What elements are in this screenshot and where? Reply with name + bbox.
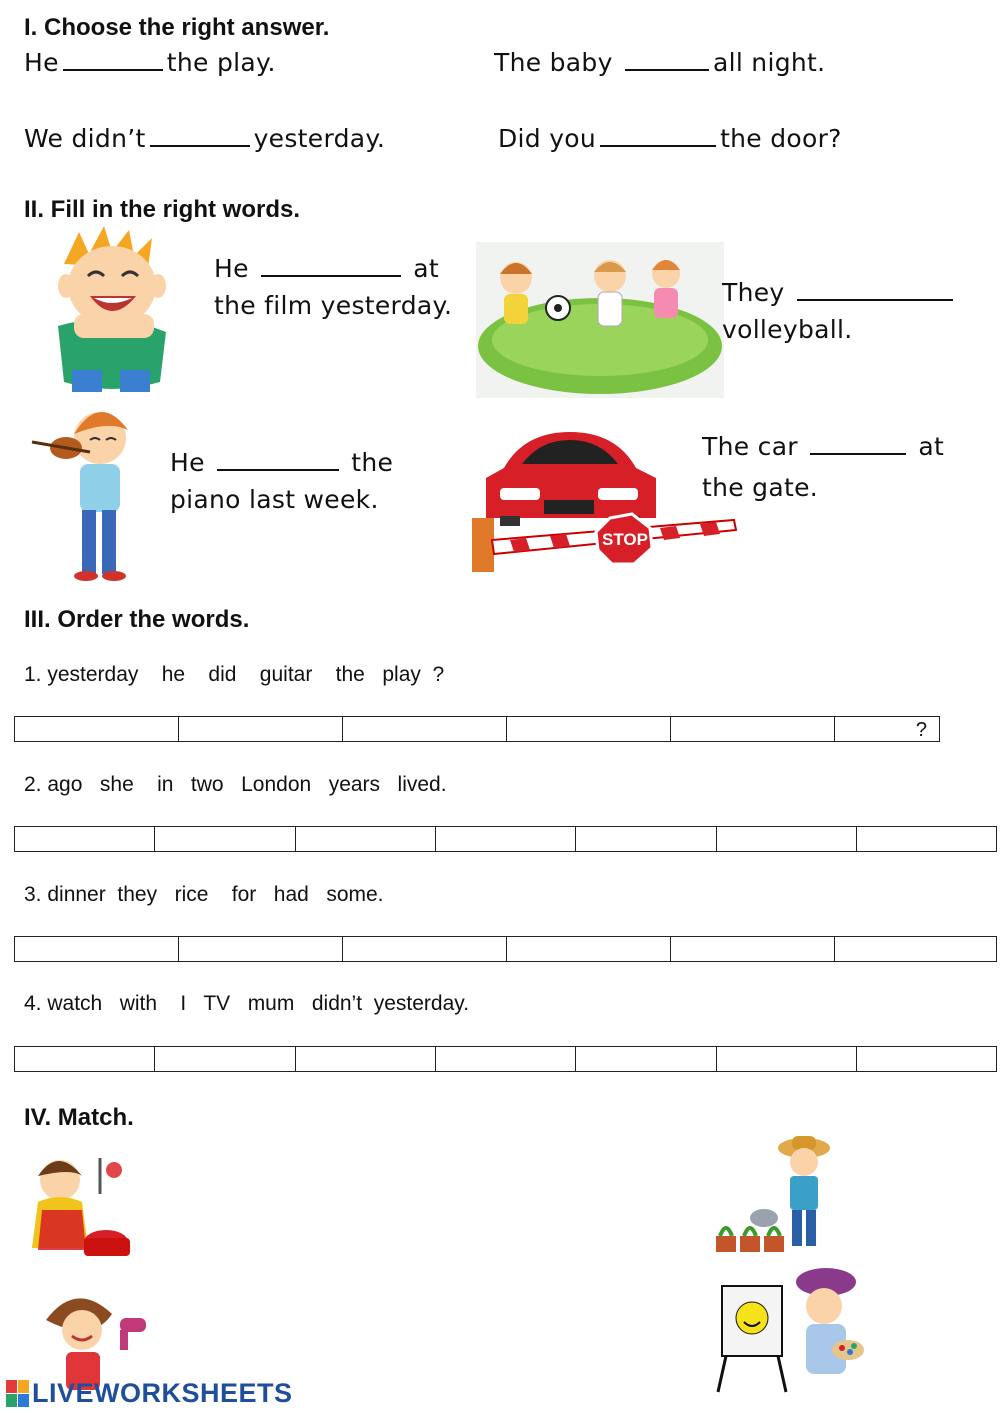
order-cell[interactable] (671, 717, 835, 741)
order-cell[interactable] (835, 717, 939, 741)
question-mark: ? (915, 719, 927, 741)
order-answer-row-1 (14, 716, 940, 742)
fill-blank-2[interactable] (797, 279, 953, 301)
choose-item-3: We didn’t yesterday. (24, 124, 386, 153)
order-cell[interactable] (671, 937, 835, 961)
order-answer-row-4 (14, 1046, 997, 1072)
answer-blank-1[interactable] (63, 49, 163, 71)
order-cell[interactable] (507, 717, 671, 741)
laughing-boy-image (24, 224, 200, 396)
order-cell[interactable] (296, 1047, 436, 1071)
order-cell[interactable] (15, 827, 155, 851)
section1-heading: I. Choose the right answer. (24, 14, 330, 41)
fill-item-3: He the piano last week. (170, 448, 394, 514)
order-cell[interactable] (15, 717, 179, 741)
fill-blank-4[interactable] (810, 433, 906, 455)
fill-item-2: They volleyball. (722, 278, 957, 344)
order-answer-row-3 (14, 936, 997, 962)
order-question-4: 4. watch with I TV mum didn’t yesterday. (24, 992, 470, 1015)
choose-item-2: The baby all night. (494, 48, 826, 77)
fill-blank-3[interactable] (217, 449, 339, 471)
order-cell[interactable] (343, 717, 507, 741)
order-cell[interactable] (436, 827, 576, 851)
order-cell[interactable] (343, 937, 507, 961)
car-at-stop-gate-image (470, 428, 740, 576)
order-cell[interactable] (436, 1047, 576, 1071)
liveworksheets-logo (6, 1378, 293, 1409)
order-cell[interactable] (179, 717, 343, 741)
order-cell[interactable] (507, 937, 671, 961)
order-cell[interactable] (717, 827, 857, 851)
order-cell[interactable] (576, 827, 717, 851)
fill-item-1: He at the film yesterday. (214, 254, 453, 320)
girl-cooking-image[interactable] (24, 1150, 134, 1262)
order-question-1: 1. yesterday he did guitar the play ? (24, 663, 445, 686)
order-cell[interactable] (15, 1047, 155, 1071)
answer-blank-4[interactable] (600, 125, 716, 147)
order-cell[interactable] (857, 827, 996, 851)
logo-blocks-icon (6, 1380, 30, 1408)
stop-sign-text: STOP (602, 530, 648, 549)
section2-heading: II. Fill in the right words. (24, 196, 300, 223)
order-cell[interactable] (296, 827, 436, 851)
boy-violin-image (28, 404, 148, 582)
order-question-3: 3. dinner they rice for had some. (24, 883, 384, 906)
choose-item-1: He the play. (24, 48, 276, 77)
order-cell[interactable] (179, 937, 343, 961)
answer-blank-3[interactable] (150, 125, 250, 147)
kids-playing-soccer-image (476, 242, 724, 398)
order-question-2: 2. ago she in two London years lived. (24, 773, 447, 796)
order-cell[interactable] (155, 1047, 296, 1071)
answer-blank-2[interactable] (625, 49, 709, 71)
logo-text: LIVEWORKSHEETS (32, 1378, 293, 1408)
boy-watering-plants-image[interactable] (712, 1132, 840, 1260)
man-painting-image[interactable] (716, 1266, 866, 1398)
order-cell[interactable] (15, 937, 179, 961)
order-cell[interactable] (717, 1047, 857, 1071)
fill-blank-1[interactable] (261, 255, 401, 277)
choose-item-4: Did you the door? (498, 124, 842, 153)
woman-hairdryer-image[interactable] (36, 1290, 152, 1390)
fill-item-4: The car at the gate. (702, 432, 945, 502)
order-answer-row-2 (14, 826, 997, 852)
order-cell[interactable] (576, 1047, 717, 1071)
section3-heading: III. Order the words. (24, 606, 250, 633)
section4-heading: IV. Match. (24, 1104, 134, 1131)
order-cell[interactable] (857, 1047, 996, 1071)
order-cell[interactable] (835, 937, 996, 961)
order-cell[interactable] (155, 827, 296, 851)
